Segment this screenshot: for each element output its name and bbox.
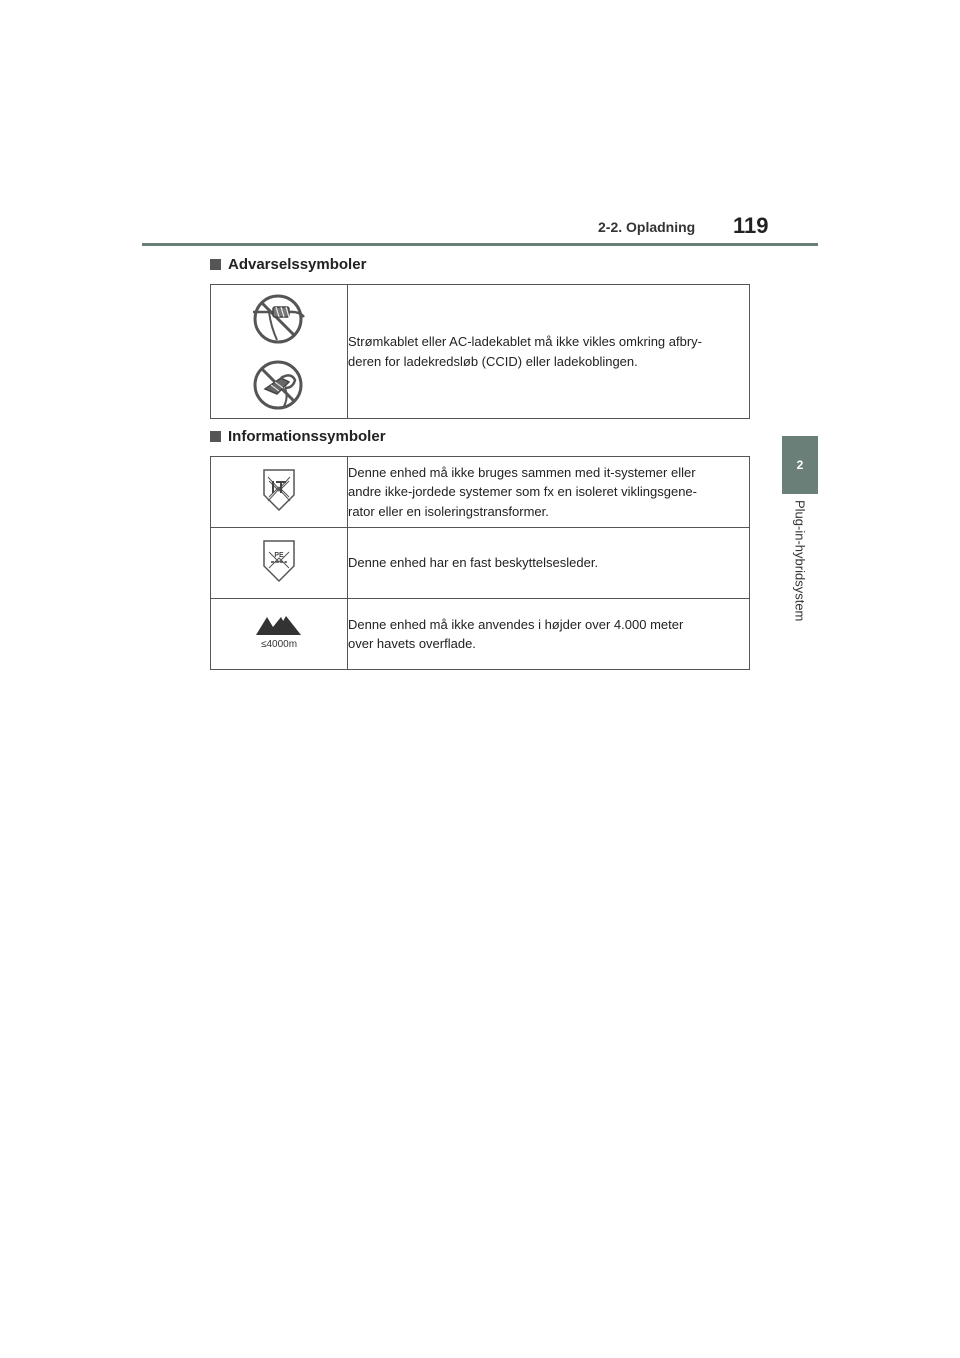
icon-cell — [211, 285, 348, 419]
information-symbols-table — [210, 456, 750, 670]
table-row — [211, 528, 750, 599]
protective-earth-icon — [261, 538, 297, 584]
heading-bullet-icon — [210, 431, 221, 442]
description-cell — [348, 599, 750, 670]
description-cell — [348, 285, 750, 419]
icon-cell — [211, 528, 348, 599]
section-heading-info — [210, 428, 386, 445]
pe-label: PE — [274, 551, 284, 559]
heading-text: Informationssymboler — [228, 428, 386, 445]
chapter-number: 2 — [796, 458, 804, 472]
chapter-tab — [782, 436, 818, 494]
table-row — [211, 599, 750, 670]
description-line: rator eller en isoleringstransformer. — [348, 503, 549, 519]
description-line: andre ikke-jordede systemer som fx en isoleret viklingsgene- — [348, 484, 697, 500]
description-cell — [348, 528, 750, 599]
description-line: Strømkablet eller AC-ladekablet må ikke vikles omkring afbry- — [348, 334, 703, 349]
section-heading-warning — [210, 256, 366, 273]
description-line: Denne enhed må ikke anvendes i højder over 4.000 meter — [348, 616, 684, 632]
altitude-limit-icon — [251, 613, 307, 651]
no-it-system-icon — [261, 467, 297, 513]
table-row — [211, 285, 750, 419]
heading-bullet-icon — [210, 259, 221, 270]
icon-cell — [211, 457, 348, 528]
chapter-title: Plug-in-hybridsystem — [792, 500, 808, 622]
section-title: 2-2. Opladning — [598, 219, 696, 235]
table-row — [211, 457, 750, 528]
header-divider — [142, 243, 818, 246]
heading-text: Advarselssymboler — [228, 256, 367, 273]
description-line: over havets overflade. — [348, 636, 476, 651]
description-cell — [348, 457, 750, 528]
description-line: Denne enhed har en fast beskyttelsesleder. — [348, 555, 599, 571]
no-wrapping-cable-icon — [251, 292, 307, 346]
page-number: 119 — [733, 213, 769, 238]
chapter-title-vertical — [782, 500, 818, 650]
description-line: Denne enhed må ikke bruges sammen med it-systemer eller — [348, 464, 696, 480]
warning-symbols-table — [210, 284, 750, 419]
description-line: deren for ladekredsløb (CCID) eller ladekoblingen. — [348, 353, 638, 369]
altitude-label: ≤4000m — [260, 638, 298, 650]
no-wrapping-connector-icon — [251, 358, 307, 412]
icon-cell — [211, 599, 348, 670]
